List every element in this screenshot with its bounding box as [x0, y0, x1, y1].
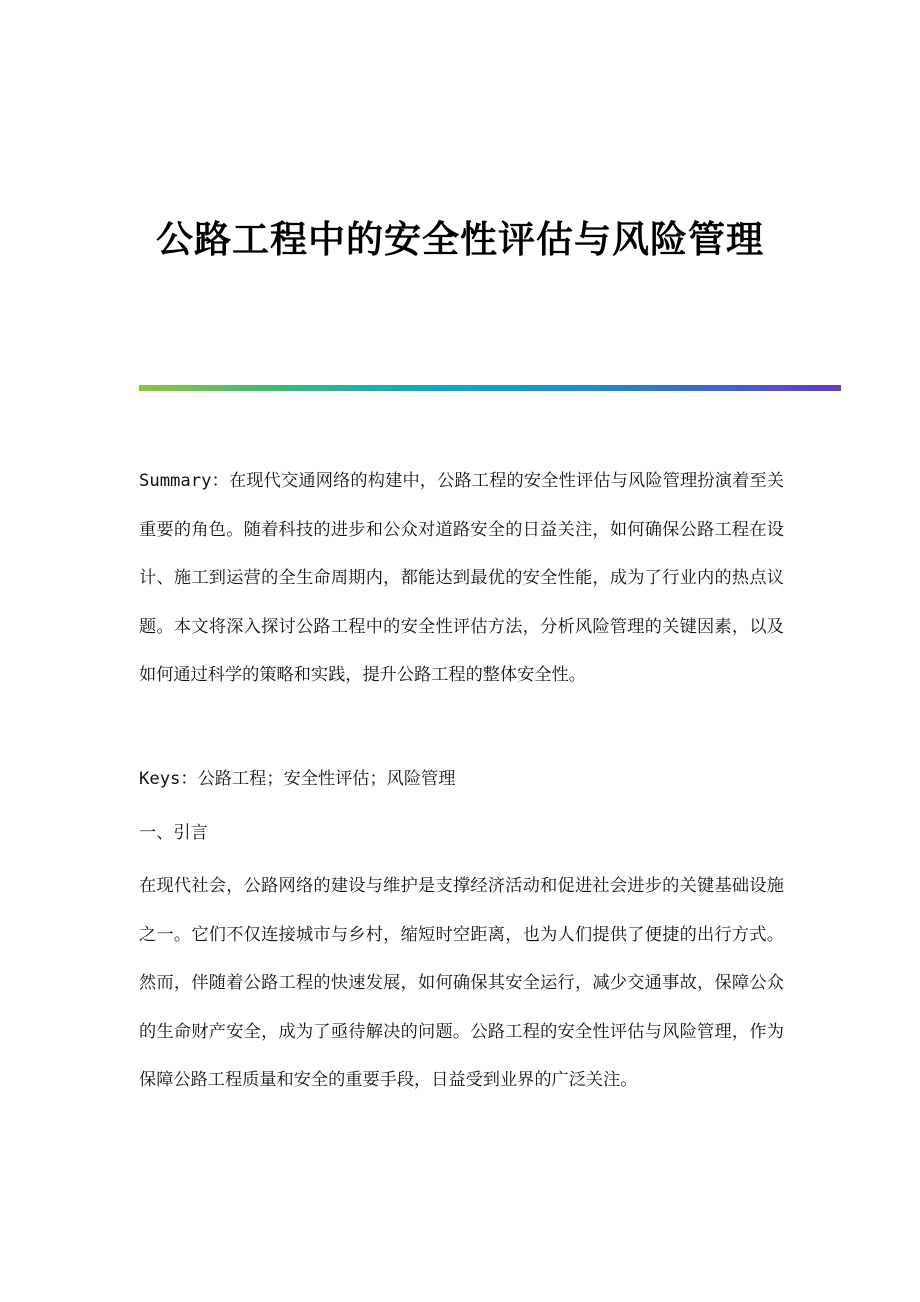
document-title: 公路工程中的安全性评估与风险管理: [156, 217, 764, 261]
summary-paragraph: Summary：在现代交通网络的构建中，公路工程的安全性评估与风险管理扮演着至关重要的角色。随着科技的进步和公众对道路安全的日益关注，如何确保公路工程在设计、施工到运营的全生命周期内，都能达到最优的安全性能，成为了行业内的热点议题。本文将深入探讨公路工程中的安全性评估方法，分析风险管理的关键因素，以及如何通过科学的策略和实践，提升公路工程的整体安全性。: [139, 471, 784, 686]
section-heading: 一、引言: [139, 823, 208, 843]
title-divider: [139, 385, 841, 391]
keywords-line: Keys：公路工程；安全性评估；风险管理: [139, 769, 456, 789]
intro-paragraph: 在现代社会，公路网络的建设与维护是支撑经济活动和促进社会进步的关键基础设施之一。它们不仅连接城市与乡村，缩短时空距离，也为人们提供了便捷的出行方式。然而，伴随着公路工程的快速发展，如何确保其安全运行，减少交通事故，保障公众的生命财产安全，成为了亟待解决的问题。公路工程的安全性评估与风险管理，作为保障公路工程质量和安全的重要手段，日益受到业界的广泛关注。: [139, 876, 784, 1091]
